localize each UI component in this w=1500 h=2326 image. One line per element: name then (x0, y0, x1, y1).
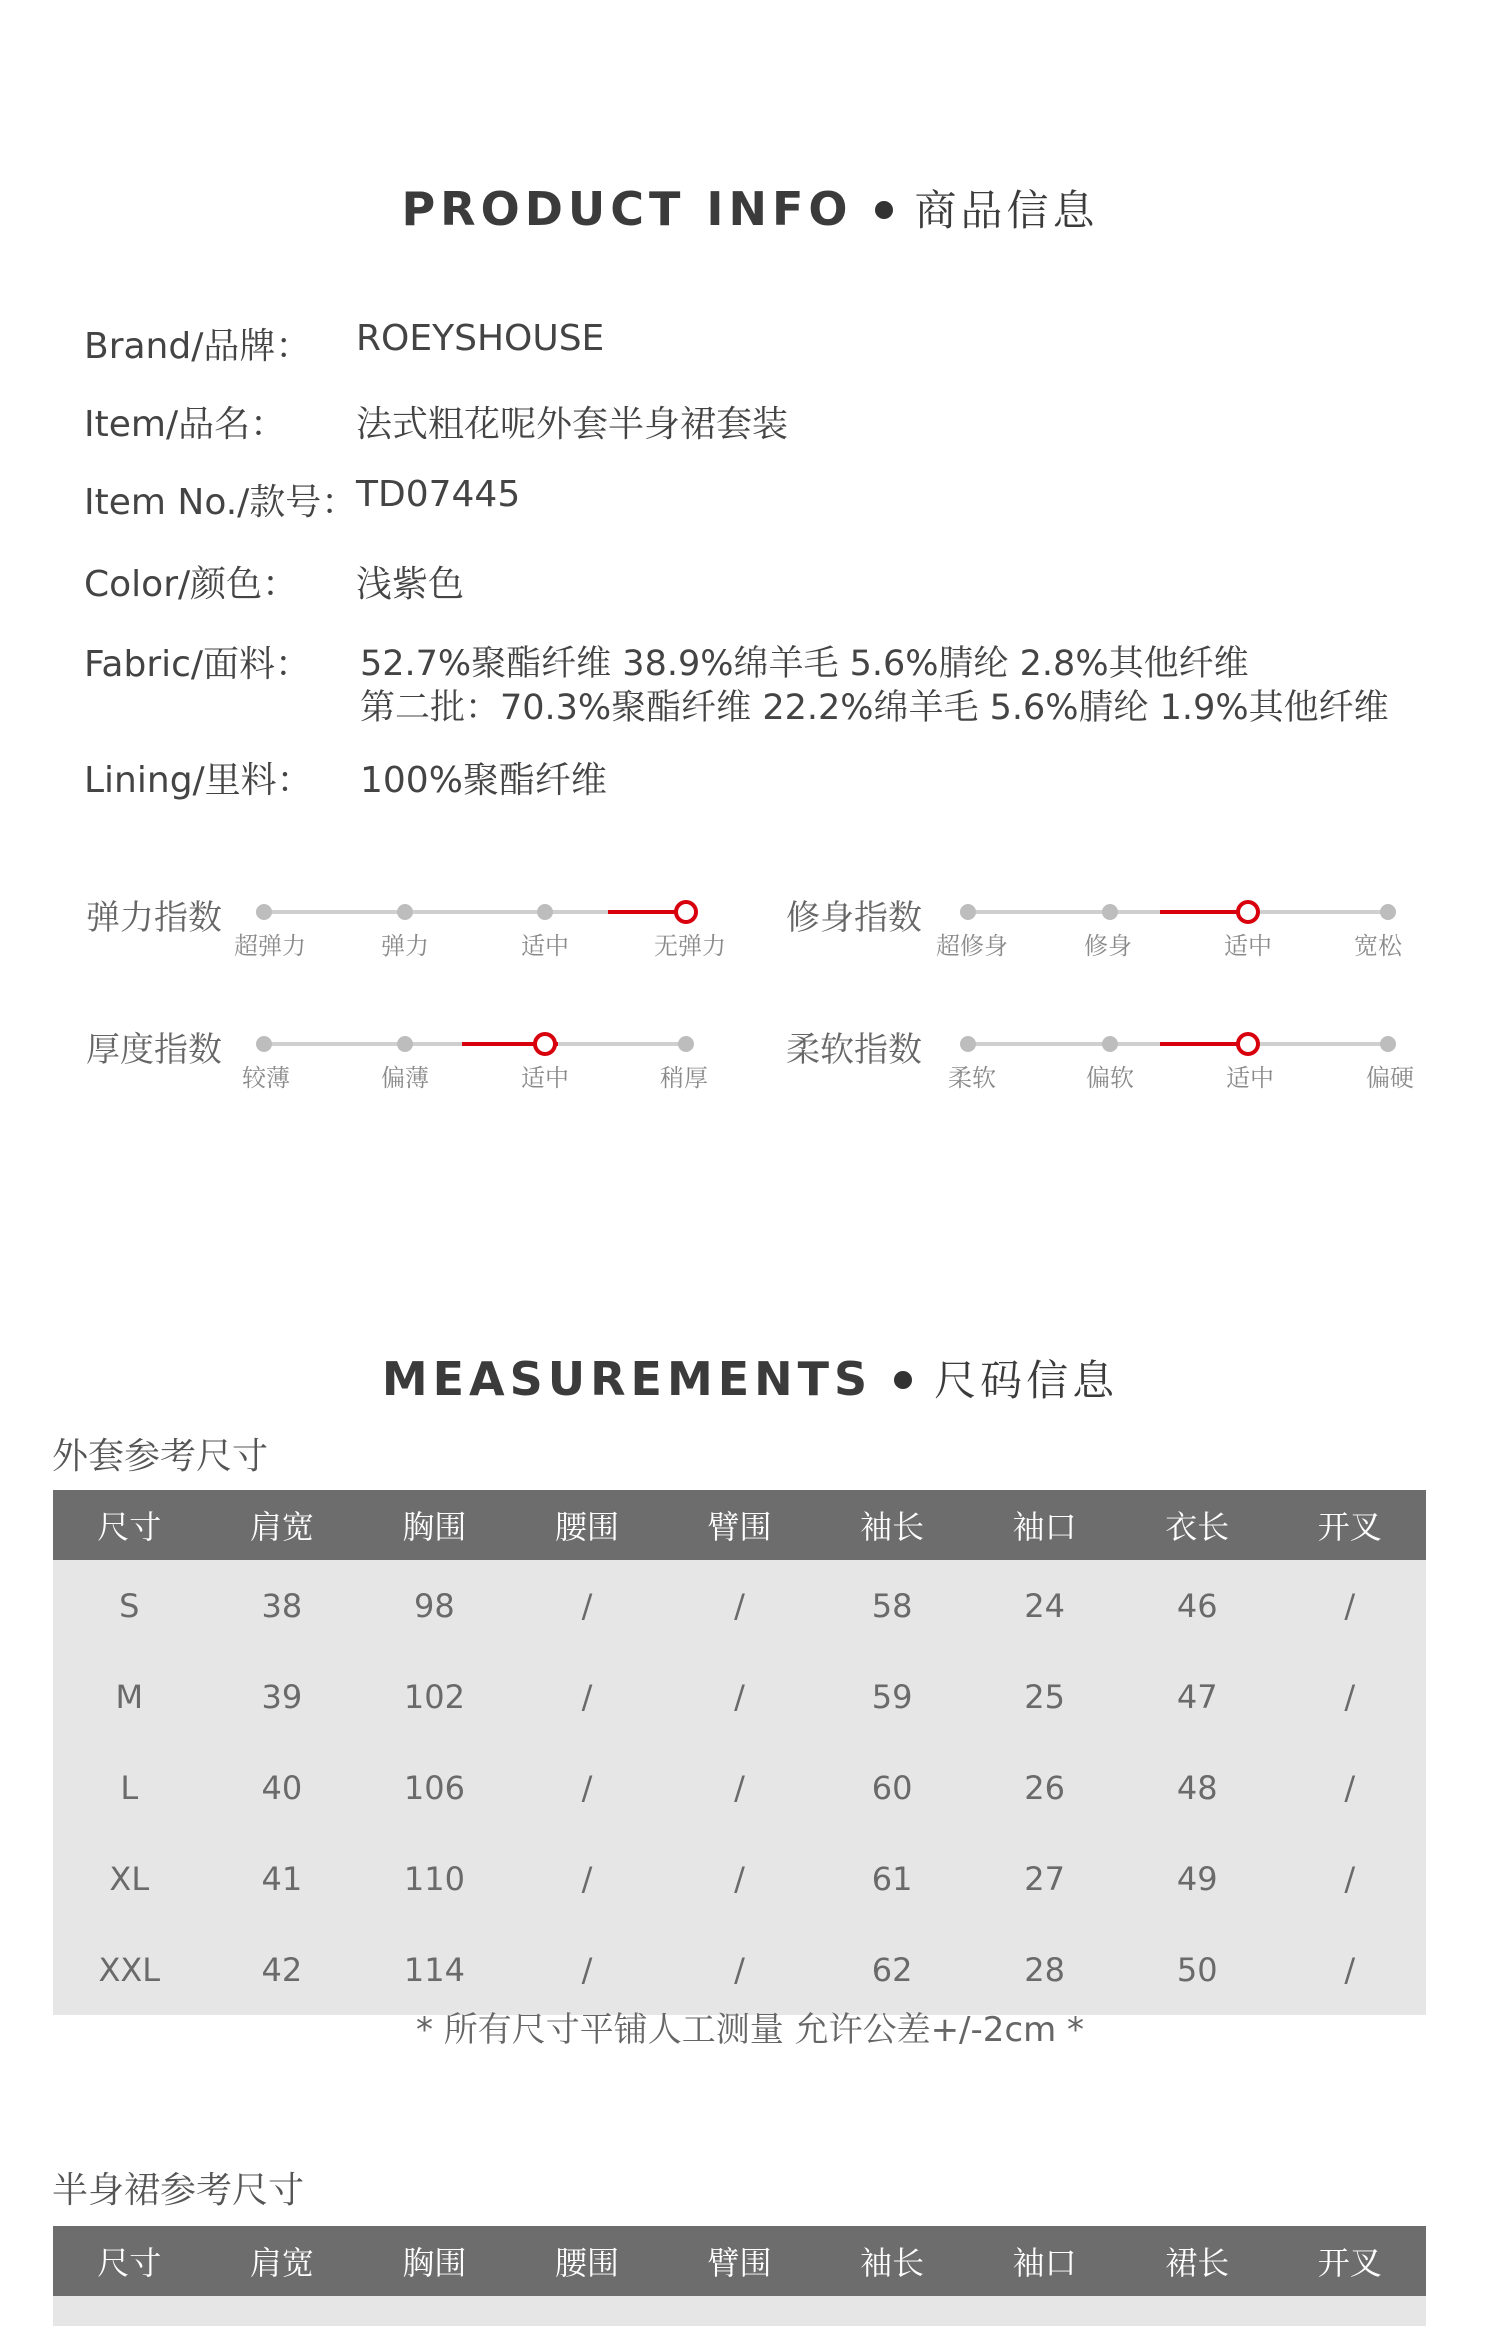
skirt-size-table (53, 2226, 1426, 2326)
index-option: 适中 (521, 932, 569, 960)
index-point (1102, 904, 1118, 920)
table-cell: 98 (414, 1586, 455, 1625)
table-cell: 61 (871, 1859, 913, 1898)
index-point (537, 904, 553, 920)
header-cell: 袖长 (860, 2244, 925, 2282)
item-value: 法式粗花呢外套半身裙套装 (356, 404, 789, 445)
index-point-selected (1236, 900, 1260, 924)
header-cell: 臂围 (707, 1508, 772, 1546)
color-value: 浅紫色 (356, 564, 465, 605)
index-option: 超弹力 (234, 932, 306, 960)
table-cell: 102 (403, 1677, 465, 1716)
measurements-title (0, 1348, 1500, 1408)
table-cell: / (734, 1950, 745, 1989)
index-point (678, 1036, 694, 1052)
lining-value: 100%聚酯纤维 (360, 760, 607, 801)
index-option: 柔软 (948, 1064, 996, 1092)
table-cell: 39 (261, 1677, 303, 1716)
header-cell: 胸围 (402, 2244, 467, 2282)
header-cell: 袖长 (860, 1508, 925, 1546)
header-cell: 开叉 (1317, 1508, 1382, 1546)
table-cell: 60 (871, 1768, 913, 1807)
fabric-label: Fabric/面料： (84, 644, 312, 685)
measurements-title-zh: 尺码信息 (934, 1356, 1119, 1405)
header-cell: 袖口 (1012, 2244, 1077, 2282)
index-point (1380, 1036, 1396, 1052)
table-cell: / (1344, 1950, 1356, 1989)
index-option: 修身 (1084, 932, 1132, 960)
index-option: 适中 (1226, 1064, 1274, 1092)
index-point (397, 1036, 413, 1052)
table-cell: / (734, 1768, 745, 1807)
table-cell: / (734, 1586, 745, 1625)
table-cell: / (581, 1677, 593, 1716)
table-cell: 40 (261, 1768, 303, 1807)
table-cell: 59 (871, 1677, 913, 1716)
index-point (256, 904, 272, 920)
title-dot-icon (875, 201, 893, 219)
brand-label: Brand/品牌： (84, 326, 312, 367)
index-point (1102, 1036, 1118, 1052)
header-cell: 胸围 (402, 1508, 467, 1546)
table-cell: 27 (1024, 1859, 1066, 1898)
product-info-title (0, 178, 1500, 238)
table-cell: / (734, 1677, 745, 1716)
table-cell: 25 (1024, 1677, 1066, 1716)
table-cell: 50 (1176, 1950, 1218, 1989)
table-cell: XXL (98, 1950, 161, 1989)
table-cell: / (734, 1859, 745, 1898)
table-row (53, 1560, 1426, 1651)
table-cell: 114 (403, 1950, 465, 1989)
index-option: 稍厚 (660, 1064, 708, 1092)
table-cell: / (1344, 1768, 1356, 1807)
table-cell: / (581, 1950, 593, 1989)
index-option: 偏薄 (381, 1064, 429, 1092)
measurement-note: * 所有尺寸平铺人工测量 允许公差+/-2cm * (415, 2010, 1085, 2050)
table-body (53, 1560, 1426, 2015)
table-cell: M (115, 1677, 144, 1716)
table-cell: 49 (1176, 1859, 1218, 1898)
table-cell: / (581, 1586, 593, 1625)
index-point (1380, 904, 1396, 920)
table-header (53, 1490, 1426, 1560)
header-cell: 开叉 (1317, 2244, 1382, 2282)
product-info-title-zh: 商品信息 (914, 186, 1099, 235)
index-option: 偏硬 (1366, 1064, 1414, 1092)
table-cell: 106 (403, 1768, 465, 1807)
index-point-selected (674, 900, 698, 924)
index-option: 较薄 (242, 1064, 290, 1092)
table-cell: 110 (403, 1859, 465, 1898)
header-cell: 腰围 (554, 1508, 619, 1546)
index-point-selected (533, 1032, 557, 1056)
index-point (960, 904, 976, 920)
item-label: Item/品名： (84, 404, 287, 445)
table-row (53, 1742, 1426, 1833)
index-title: 弹力指数 (86, 898, 222, 938)
index-title: 修身指数 (786, 898, 922, 938)
table-cell: L (120, 1768, 139, 1807)
coat-size-table (53, 1490, 1426, 2015)
index-title: 柔软指数 (786, 1030, 922, 1070)
index-title: 厚度指数 (86, 1030, 222, 1070)
index-point (256, 1036, 272, 1052)
table-cell: 26 (1024, 1768, 1066, 1807)
table-cell: 38 (261, 1586, 303, 1625)
table-cell: 46 (1176, 1586, 1218, 1625)
index-point (960, 1036, 976, 1052)
color-label: Color/颜色： (84, 564, 299, 605)
table-cell: / (1344, 1677, 1356, 1716)
index-option: 适中 (1224, 932, 1272, 960)
brand-value: ROEYSHOUSE (356, 318, 605, 359)
header-cell: 腰围 (554, 2244, 619, 2282)
measurements-title-en: MEASUREMENTS (381, 1352, 873, 1406)
index-option: 宽松 (1354, 932, 1402, 960)
header-cell: 尺寸 (97, 1508, 162, 1546)
table-cell: 28 (1024, 1950, 1066, 1989)
index-option: 弹力 (381, 932, 429, 960)
table-cell: XL (109, 1859, 150, 1898)
header-cell: 肩宽 (249, 1508, 314, 1546)
table-cell: / (581, 1768, 593, 1807)
index-option: 适中 (521, 1064, 569, 1092)
header-cell: 袖口 (1012, 1508, 1077, 1546)
table-cell: S (119, 1586, 140, 1625)
index-point (397, 904, 413, 920)
coat-table-caption: 外套参考尺寸 (52, 1436, 269, 1477)
table-cell: 62 (871, 1950, 913, 1989)
table-cell: 58 (871, 1586, 913, 1625)
header-cell: 肩宽 (249, 2244, 314, 2282)
header-cell: 裙长 (1165, 2244, 1230, 2282)
table-cell: / (1344, 1859, 1356, 1898)
index-option: 无弹力 (654, 932, 726, 960)
item-no-label: Item No./款号： (84, 482, 358, 523)
table-cell: 47 (1176, 1677, 1218, 1716)
table-row (53, 1833, 1426, 1924)
table-cell: 48 (1176, 1768, 1218, 1807)
product-info-title-en: PRODUCT INFO (401, 182, 853, 236)
fabric-value-second: 第二批：70.3%聚酯纤维 22.2%绵羊毛 5.6%腈纶 1.9%其他纤维 (360, 688, 1389, 728)
table-header (53, 2226, 1426, 2296)
table-cell: / (581, 1859, 593, 1898)
table-cell: 42 (261, 1950, 303, 1989)
header-cell: 臂围 (707, 2244, 772, 2282)
table-cell: 24 (1024, 1586, 1066, 1625)
table-cell: / (1344, 1586, 1356, 1625)
table-row (53, 1651, 1426, 1742)
skirt-table-caption: 半身裙参考尺寸 (52, 2170, 305, 2211)
header-cell: 尺寸 (97, 2244, 162, 2282)
index-option: 偏软 (1086, 1064, 1134, 1092)
title-dot-icon (894, 1371, 912, 1389)
item-no-value: TD07445 (356, 474, 521, 515)
fabric-value: 52.7%聚酯纤维 38.9%绵羊毛 5.6%腈纶 2.8%其他纤维 (360, 644, 1249, 684)
index-option: 超修身 (936, 932, 1008, 960)
table-cell: 41 (261, 1859, 303, 1898)
lining-label: Lining/里料： (84, 760, 313, 801)
index-point-selected (1236, 1032, 1260, 1056)
header-cell: 衣长 (1165, 1508, 1230, 1546)
